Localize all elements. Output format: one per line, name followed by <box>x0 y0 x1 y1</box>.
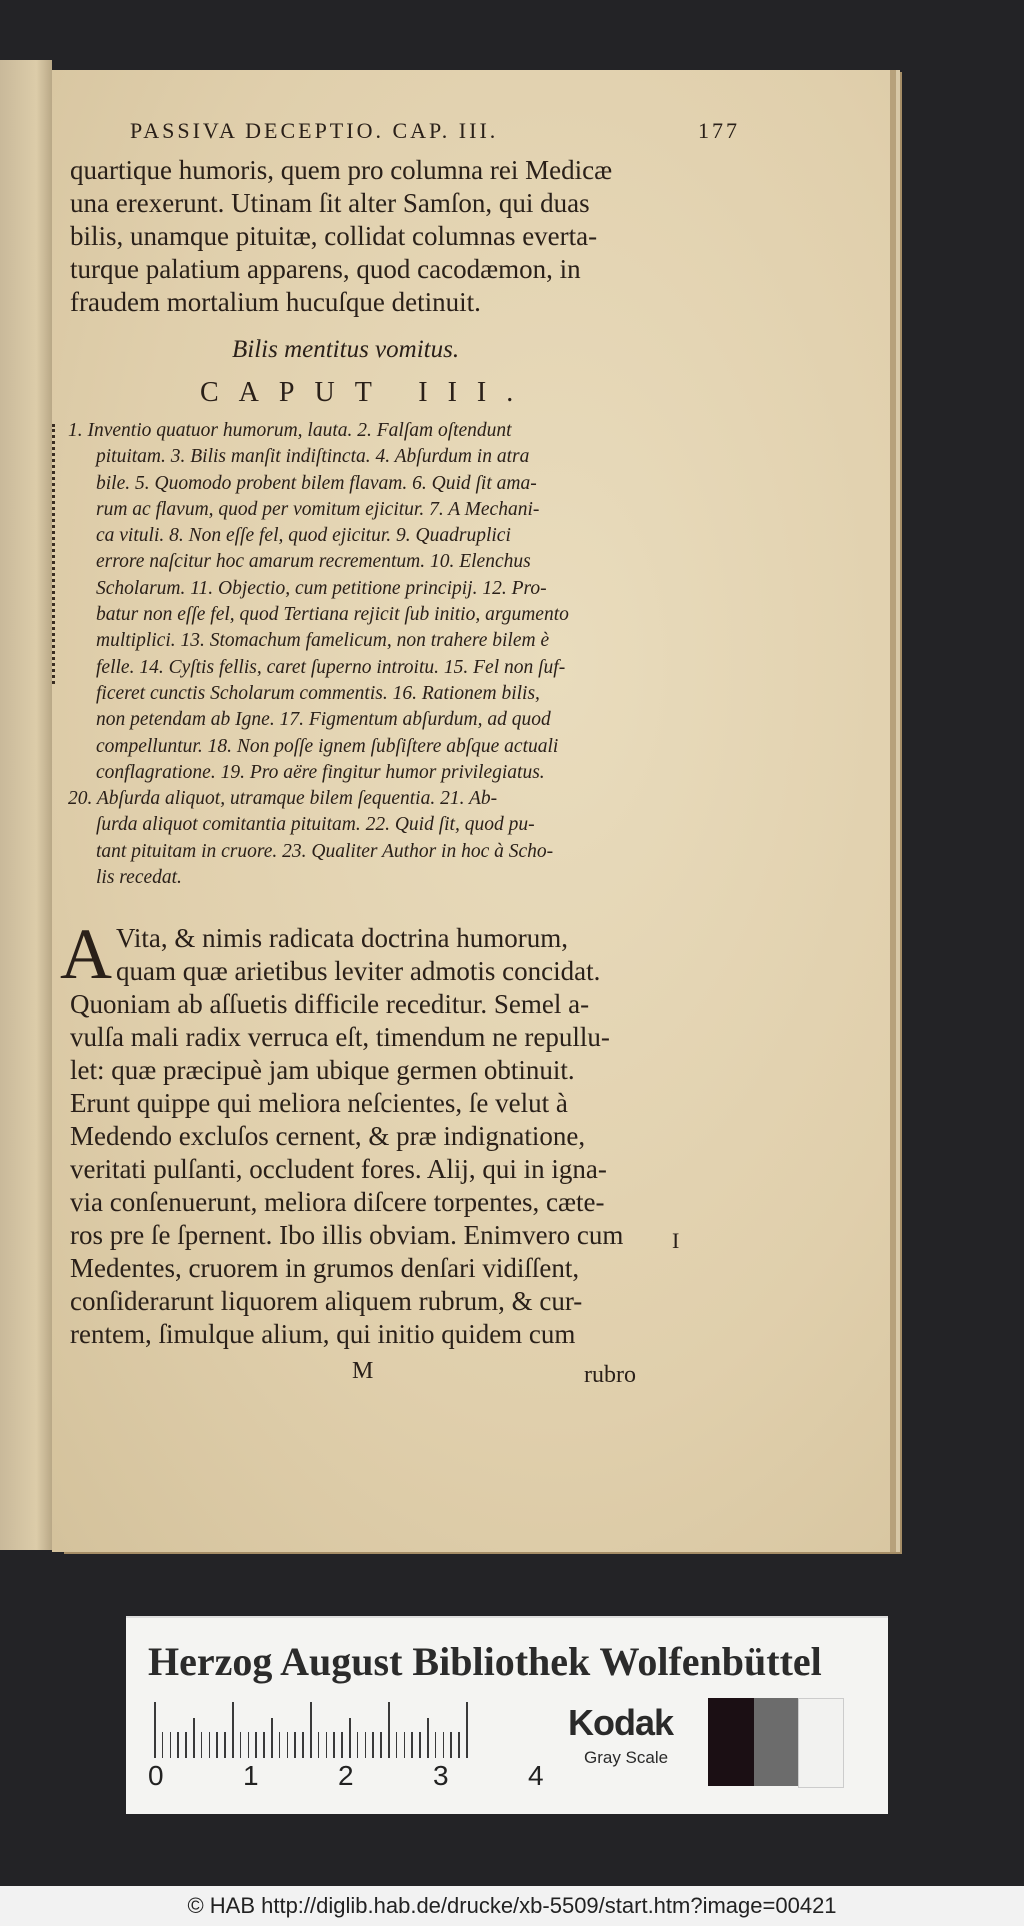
text-line: vulſa mali radix verruca eſt, timendum ne repullu- <box>70 1022 610 1052</box>
ruler-tick <box>232 1702 234 1758</box>
drop-cap: A <box>60 914 112 994</box>
ruler-number: 4 <box>528 1760 544 1791</box>
ruler-tick <box>318 1732 320 1758</box>
ruler-tick <box>185 1732 187 1758</box>
summary-line: compelluntur. 18. Non poſſe ignem ſubſiſtere abſque actuali <box>96 735 559 757</box>
ruler-tick <box>255 1732 257 1758</box>
gray-swatch <box>754 1698 798 1786</box>
ruler-tick <box>154 1702 156 1758</box>
summary-line: ſurda aliquot comitantia pituitam. 22. Quid ſit, quod pu- <box>96 814 535 836</box>
ruler-number: 2 <box>338 1760 354 1791</box>
ruler-tick <box>177 1732 179 1758</box>
ruler-tick <box>419 1732 421 1758</box>
ruler-tick <box>443 1732 445 1758</box>
ruler-tick <box>201 1732 203 1758</box>
summary-line: felle. 14. Cyſtis fellis, caret ſuperno introitu. 15. Fel non ſuf- <box>96 656 566 678</box>
chapter-subtitle: Bilis mentitus vomitus. <box>232 336 460 363</box>
ruler-tick <box>411 1732 413 1758</box>
ruler-tick <box>216 1732 218 1758</box>
text-line: via conſenuerunt, meliora diſcere torpentes, cæte- <box>70 1187 605 1217</box>
summary-line: Scholarum. 11. Objectio, cum petitione principij. 12. Pro- <box>96 577 547 599</box>
ruler-tick <box>310 1702 312 1758</box>
ruler-tick <box>294 1732 296 1758</box>
summary-line: pituitam. 3. Bilis manſit indiſtincta. 4. Abſurdum in atra <box>96 446 530 468</box>
text-line: veritati pulſanti, occludent fores. Alij, qui in igna- <box>70 1154 607 1184</box>
library-name: Herzog August Bibliothek Wolfenbüttel <box>148 1639 822 1684</box>
text-line: Quoniam ab aſſuetis difficile receditur. Semel a- <box>70 989 590 1019</box>
ruler-number: 3 <box>433 1760 449 1791</box>
summary-line: rum ac flavum, quod per vomitum ejicitur. 7. A Mechani- <box>96 498 540 520</box>
ruler-tick <box>333 1732 335 1758</box>
summary-line: conflagratione. 19. Pro aëre fingitur humor privilegiatus. <box>96 761 545 783</box>
text-line: una erexerunt. Utinam ſit alter Samſon, qui duas <box>70 188 590 218</box>
summary-line: tant pituitam in cruore. 23. Qualiter Author in hoc à Scho- <box>96 840 554 862</box>
ruler-tick <box>404 1732 406 1758</box>
summary-line: non petendam ab Igne. 17. Figmentum abſurdum, ad quod <box>96 709 551 731</box>
text-line: ros pre ſe ſpernent. Ibo illis obviam. Enimvero cum <box>70 1220 624 1250</box>
kodak-brand: Kodak <box>568 1702 674 1743</box>
running-head <box>130 118 740 144</box>
kodak-subtitle: Gray Scale <box>584 1748 669 1767</box>
footer-credit: © HAB http://diglib.hab.de/drucke/xb-5509/start.htm?image=00421 <box>0 1886 1024 1926</box>
margin-note: I <box>672 1228 680 1253</box>
summary-line: ca vituli. 8. Non eſſe fel, quod ejicitur. 9. Quadruplici <box>96 525 511 547</box>
ruler-tick <box>209 1732 211 1758</box>
summary-line: 20. Abſurda aliquot, utramque bilem ſequentia. 21. Ab- <box>68 788 498 810</box>
text-line: Erunt quippe qui meliora neſcientes, ſe velut à <box>70 1088 568 1118</box>
ruler-tick <box>435 1732 437 1758</box>
summary-line: multiplici. 13. Stomachum famelicum, non trahere bilem è <box>96 630 550 652</box>
text-line: conſiderarunt liquorem aliquem rubrum, & cur- <box>70 1286 583 1316</box>
ruler-tick <box>287 1732 289 1758</box>
measurement-ruler <box>148 1700 568 1796</box>
ruler-number: 1 <box>243 1760 259 1791</box>
ruler-tick <box>271 1718 273 1758</box>
chapter-heading: CAPUT III. <box>200 377 534 408</box>
ruler-tick <box>450 1732 452 1758</box>
ruler-tick <box>302 1732 304 1758</box>
ruler-tick <box>279 1732 281 1758</box>
text-line: Vita, & nimis radicata doctrina humorum, <box>116 923 569 953</box>
ruler-tick <box>349 1718 351 1758</box>
page-number: 177 <box>698 118 740 143</box>
ruler-tick <box>341 1732 343 1758</box>
ruler-tick <box>263 1732 265 1758</box>
ruler-tick <box>224 1732 226 1758</box>
ruler-tick <box>170 1732 172 1758</box>
gray-swatch <box>708 1698 754 1786</box>
ruler-tick <box>248 1732 250 1758</box>
library-color-card <box>126 1616 888 1814</box>
text-line: turque palatium apparens, quod cacodæmon, in <box>70 254 581 284</box>
book-page <box>52 70 890 1552</box>
summary-line: bile. 5. Quomodo probent bilem flavam. 6. Quid ſit ama- <box>96 472 537 494</box>
text-line: quartique humoris, quem pro columna rei Medicæ <box>70 155 613 185</box>
previous-page-edge <box>0 60 52 1550</box>
margin-marks <box>52 424 59 684</box>
ruler-tick <box>466 1702 468 1758</box>
gray-swatch <box>798 1698 844 1788</box>
text-line: bilis, unamque pituitæ, collidat columnas everta- <box>70 221 598 251</box>
text-line: Medendo excluſos cernent, & præ indignatione, <box>70 1121 586 1151</box>
summary-line: 1. Inventio quatuor humorum, lauta. 2. Falſam oſtendunt <box>68 420 512 441</box>
text-line: rentem, ſimulque alium, qui initio quidem cum <box>70 1319 576 1349</box>
summary-line: errore naſcitur hoc amarum recrementum. 10. Elenchus <box>96 551 531 573</box>
ruler-tick <box>427 1718 429 1758</box>
ruler-tick <box>365 1732 367 1758</box>
main-text-block <box>70 922 710 1351</box>
text-line: fraudem mortalium hucuſque detinuit. <box>70 287 481 317</box>
running-head-title: PASSIVA DECEPTIO. CAP. III. <box>130 118 499 143</box>
ruler-tick <box>357 1732 359 1758</box>
summary-line: ficeret cunctis Scholarum commentis. 16. Rationem bilis, <box>96 682 540 704</box>
top-text-block <box>70 154 710 319</box>
ruler-tick <box>193 1718 195 1758</box>
ruler-tick <box>372 1732 374 1758</box>
text-line: quam quæ arietibus leviter admotis concidat. <box>116 956 601 986</box>
catchword: rubro <box>584 1362 636 1388</box>
ruler-tick <box>380 1732 382 1758</box>
text-line: Medentes, cruorem in grumos denſari vidiſſent, <box>70 1253 580 1283</box>
chapter-summary <box>68 418 728 891</box>
ruler-tick <box>396 1732 398 1758</box>
ruler-tick <box>458 1732 460 1758</box>
ruler-tick <box>388 1702 390 1758</box>
text-line: let: quæ præcipuè jam ubique germen obtinuit. <box>70 1055 575 1085</box>
ruler-tick <box>240 1732 242 1758</box>
summary-line: lis recedat. <box>96 867 182 889</box>
ruler-tick <box>326 1732 328 1758</box>
ruler-number: 0 <box>148 1760 164 1791</box>
ruler-tick <box>162 1732 164 1758</box>
signature-mark: M <box>352 1358 374 1384</box>
summary-line: batur non eſſe fel, quod Tertiana rejicit ſub initio, argumento <box>96 604 569 626</box>
